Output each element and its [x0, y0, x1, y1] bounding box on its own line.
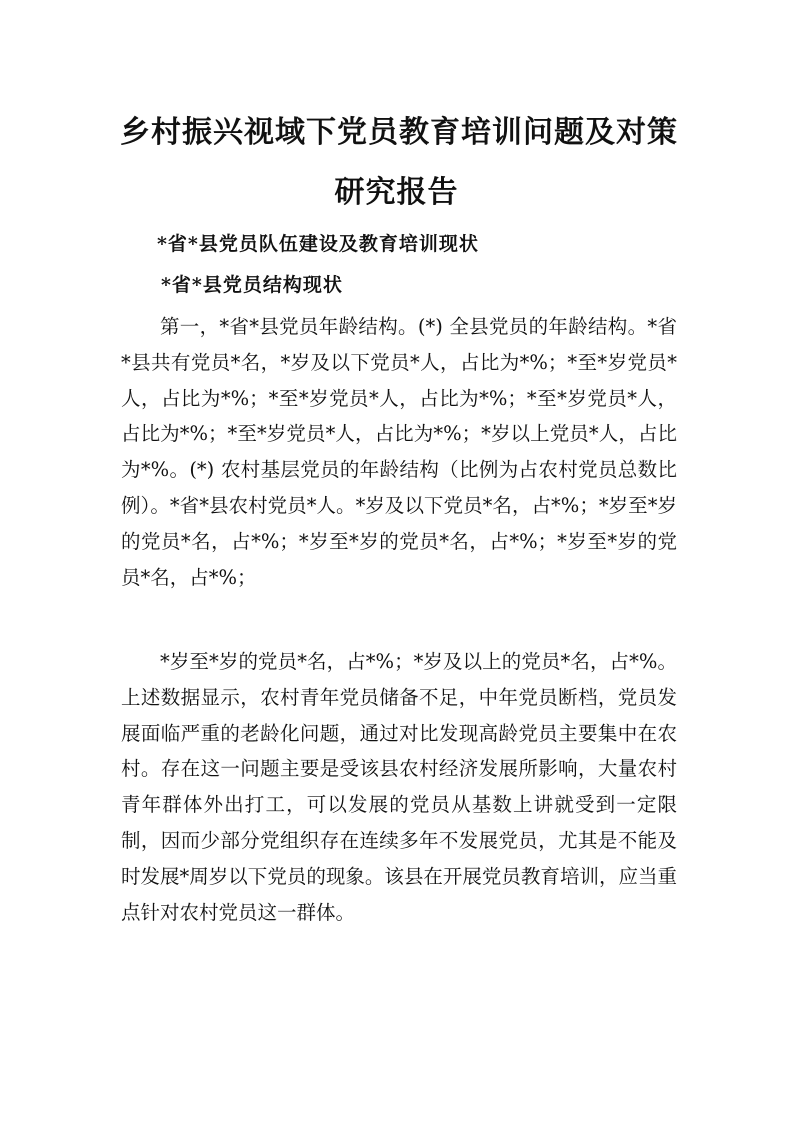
subsection-heading: *省*县党员结构现状 — [161, 274, 343, 296]
section-heading: *省*县党员队伍建设及教育培训现状 — [157, 233, 479, 255]
body-paragraph-2: *岁至*岁的党员*名，占*%；*岁及以上的党员*名，占*%。上述数据显示，农村青年党员储备不足，中年党员断档，党员发展面临严重的老龄化问题，通过对比发现高龄党员主要集中在农村。存在这一问题主要是受该县农村经济发展所影响，大量农村青年群体外出打工，可以发展的党员从基数上讲就受到一定限制，因而少部分党组织存在连续多年不发展党员，尤其是不能及时发展*周岁以下党员的现象。该县在开展党员教育培训，应当重点针对农村党员这一群体。 — [121, 650, 677, 924]
body-paragraph-1: 第一，*省*县党员年龄结构。(*) 全县党员的年龄结构。*省*县共有党员*名，*岁及以下党员*人，占比为*%；*至*岁党员*人，占比为*%；*至*岁党员*人，占比为*%；*至*岁党员*人，占比为*%；*至*岁党员*人，占比为*%；*岁以上党员*人，占比为*%。(*) 农村基层党员的年龄结构（比例为占农村党员总数比例）。*省*县农村党员*人。*岁及以下党员*名，占*%；*岁至*岁的党员*名，占*%；*岁至*岁的党员*名，占*%；*岁至*岁的党员*名，占*%； — [121, 315, 677, 589]
document-title-line-2: 研究报告 — [334, 175, 459, 210]
document-title-line-1: 乡村振兴视域下党员教育培训问题及对策 — [120, 115, 678, 150]
